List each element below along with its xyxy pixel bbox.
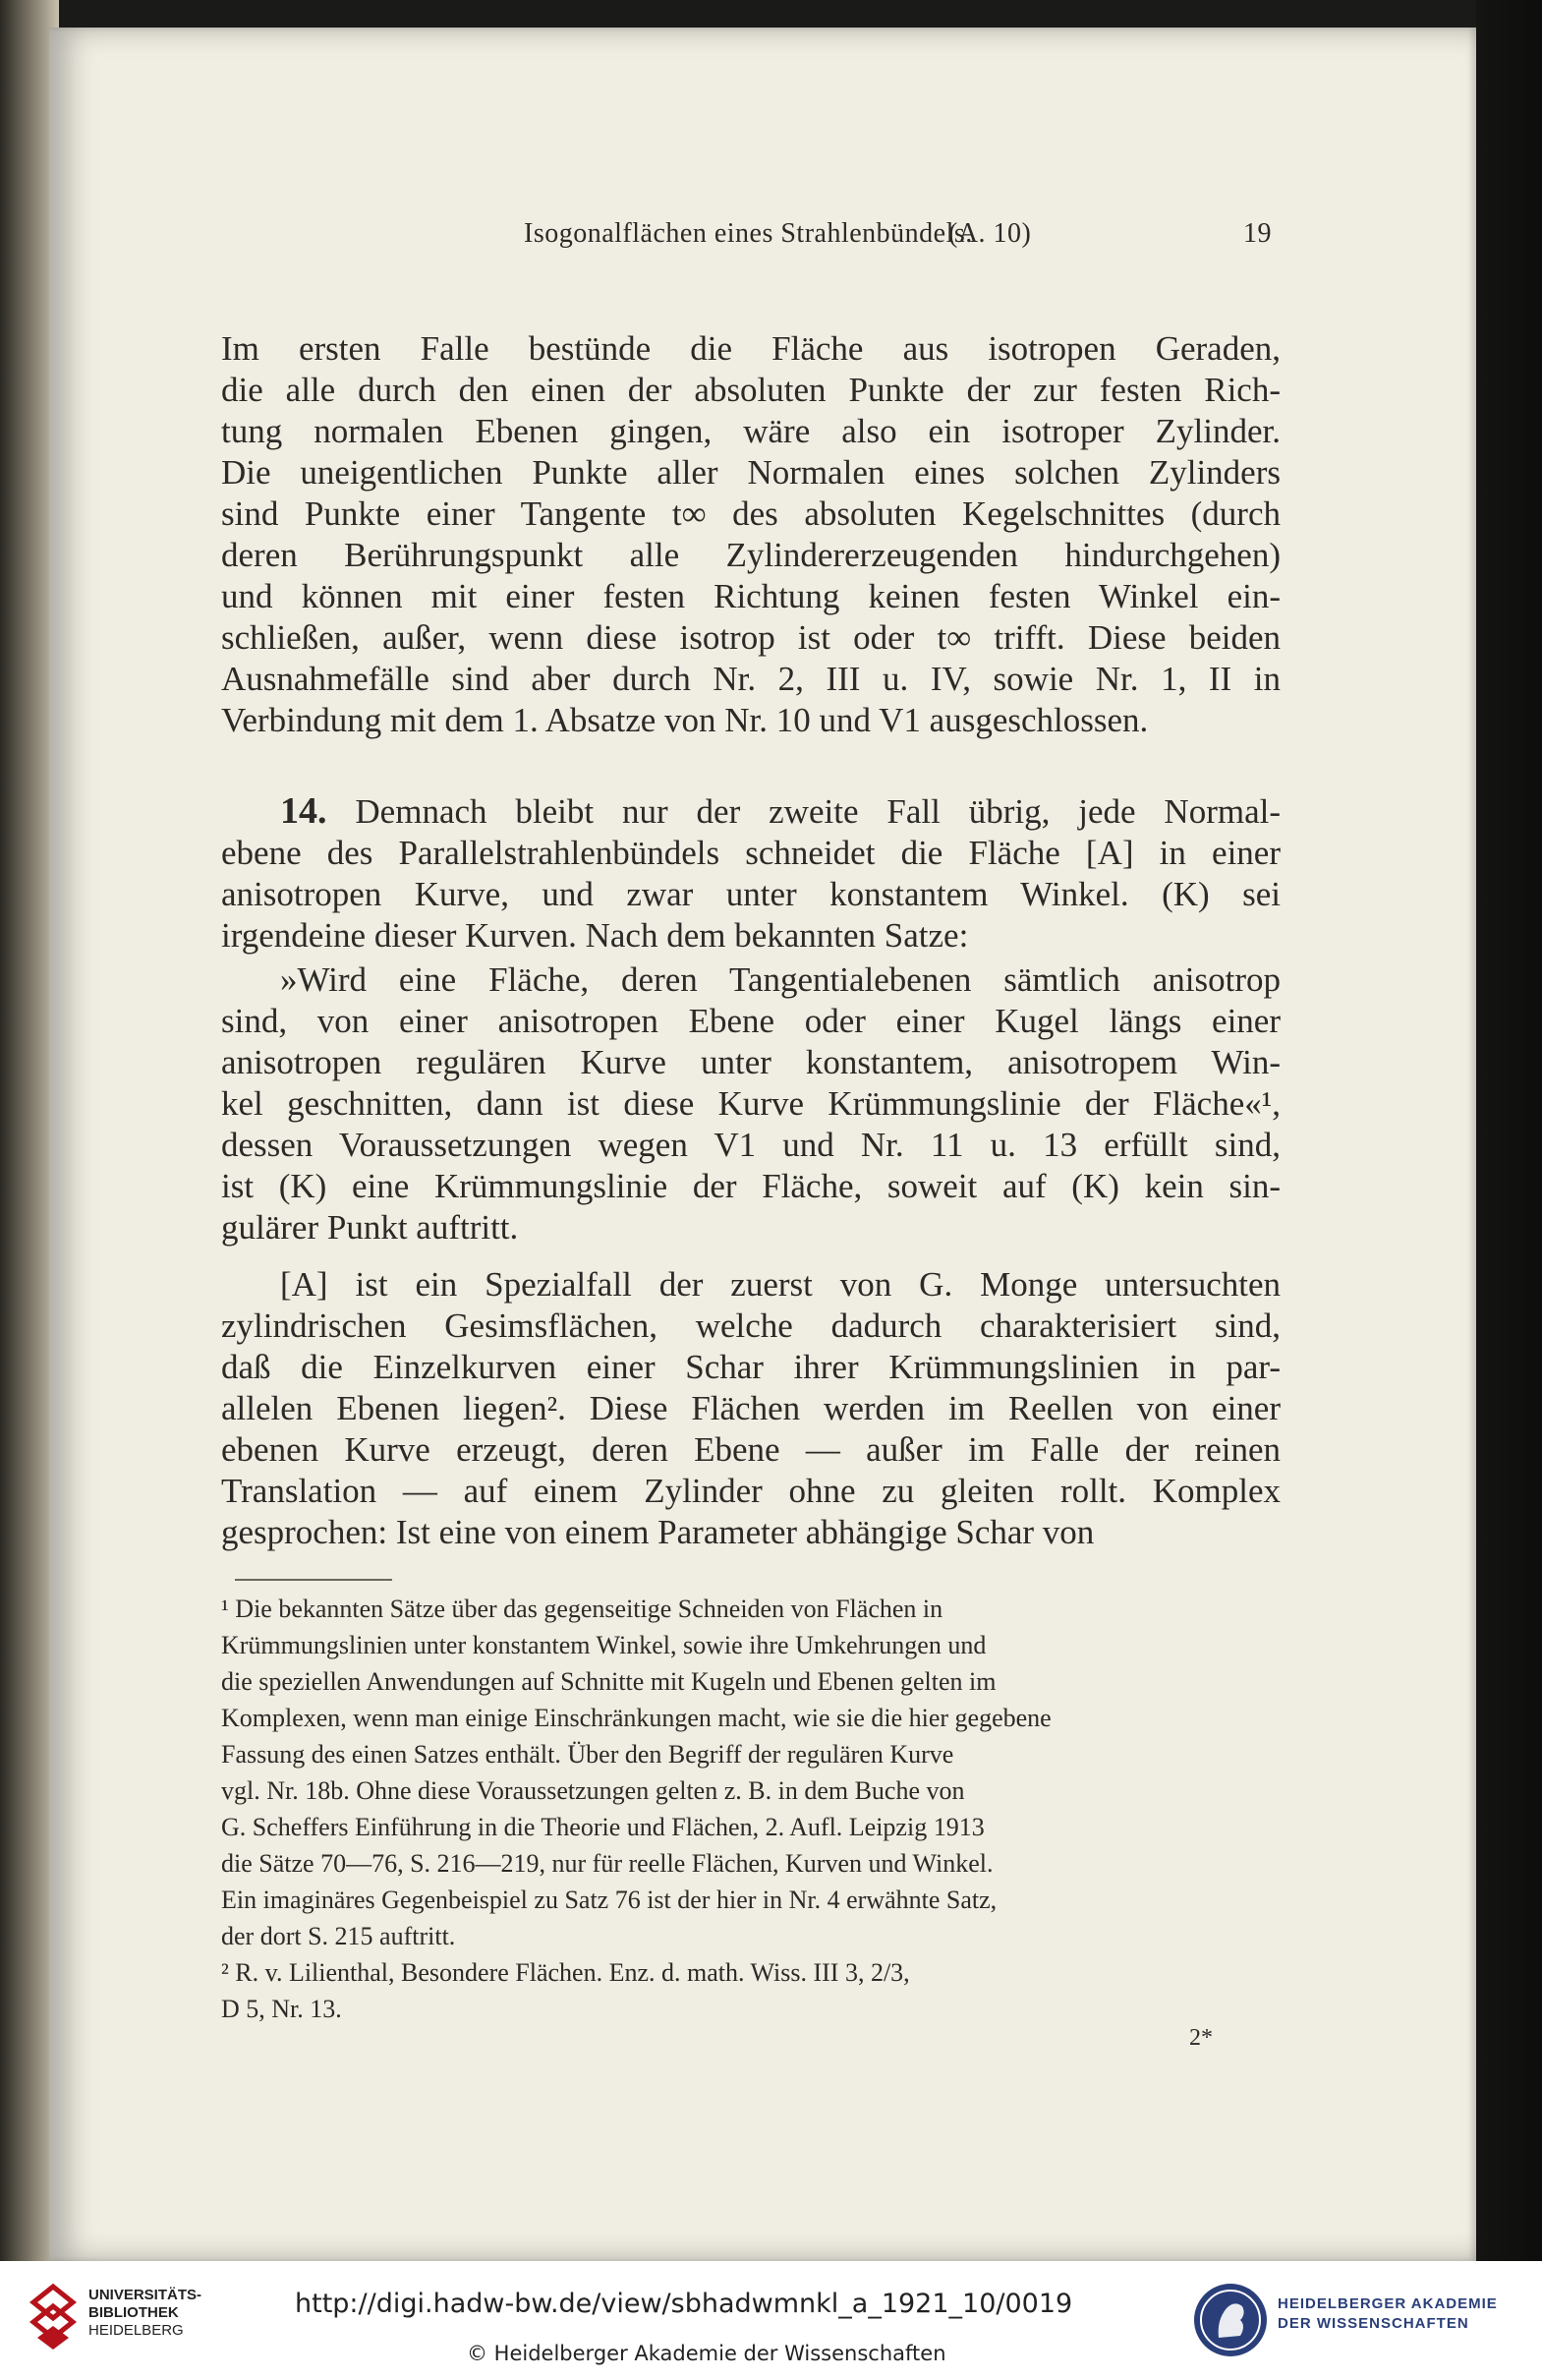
footnotes (221, 1591, 1281, 2027)
text-line: sind, von einer anisotropen Ebene oder einer Kugel längs einer (221, 1002, 1281, 1040)
text-span: Demnach bleibt nur der zweite Fall übrig, jede Normal- (355, 792, 1281, 831)
text-line: gulärer Punkt auftritt. (221, 1208, 519, 1247)
footnote-line: Fassung des einen Satzes enthält. Über den Begriff der regulären Kurve (221, 1740, 954, 1769)
academy-seal-icon[interactable] (1191, 2281, 1270, 2359)
footnote-line: vgl. Nr. 18b. Ohne diese Voraussetzungen gelten z. B. in dem Buche von (221, 1776, 965, 1805)
university-library-logo-icon[interactable] (24, 2283, 83, 2353)
section-number: 14. (280, 790, 327, 832)
library-name-line: UNIVERSITÄTS- (88, 2287, 202, 2303)
text-line: kel geschnitten, dann ist diese Kurve Krümmungslinie der Fläche«¹, (221, 1084, 1281, 1123)
text-line: deren Berührungspunkt alle Zylindererzeugenden hindurchgehen) (221, 536, 1281, 574)
viewer-footer (0, 2261, 1542, 2380)
footnote-line: ² R. v. Lilienthal, Besondere Flächen. Enz. d. math. Wiss. III 3, 2/3, (221, 1958, 910, 1987)
footnote-line: ¹ Die bekannten Sätze über das gegenseitige Schneiden von Flächen in (221, 1595, 943, 1623)
text-line (221, 790, 1281, 833)
text-line: Die uneigentlichen Punkte aller Normalen eines solchen Zylinders (221, 453, 1281, 492)
book-page (49, 28, 1476, 2261)
text-line: sind Punkte einer Tangente t∞ des absoluten Kegelschnittes (durch (221, 494, 1281, 533)
copyright-notice: © Heidelberger Akademie der Wissenschaften (467, 2342, 946, 2365)
permalink-url[interactable]: http://digi.hadw-bw.de/view/sbhadwmnkl_a_1921_10/0019 (295, 2289, 1073, 2319)
printer-signature: 2* (1189, 2025, 1213, 2051)
text-line: irgendeine dieser Kurven. Nach dem bekannten Satze: (221, 916, 969, 955)
footnote-line: der dort S. 215 auftritt. (221, 1922, 456, 1950)
footnote-line: die Sätze 70—76, S. 216—219, nur für reelle Flächen, Kurven und Winkel. (221, 1849, 994, 1878)
footnote-line: Ein imaginäres Gegenbeispiel zu Satz 76 ist der hier in Nr. 4 erwähnte Satz, (221, 1886, 998, 1914)
text-line: anisotropen regulären Kurve unter konstantem, anisotropem Win- (221, 1043, 1281, 1081)
text-line: ist (K) eine Krümmungslinie der Fläche, soweit auf (K) kein sin- (221, 1167, 1281, 1205)
text-line: Translation — auf einem Zylinder ohne zu gleiten rollt. Komplex (221, 1472, 1281, 1510)
scan-background-right (1476, 0, 1542, 2261)
text-line: anisotropen Kurve, und zwar unter konstantem Winkel. (K) sei (221, 875, 1281, 913)
footnote-line: Komplexen, wenn man einige Einschränkungen macht, wie sie die hier gegebene (221, 1704, 1052, 1732)
text-line: und können mit einer festen Richtung keinen festen Winkel ein- (221, 577, 1281, 615)
running-title: Isogonalflächen eines Strahlenbündels. (524, 218, 973, 249)
library-name-line: BIBLIOTHEK (88, 2304, 179, 2321)
text-line: zylindrischen Gesimsflächen, welche dadurch charakterisiert sind, (221, 1306, 1281, 1345)
text-line: ebene des Parallelstrahlenbündels schneidet die Fläche [A] in einer (221, 834, 1281, 872)
university-library-name[interactable] (88, 2287, 201, 2340)
academy-name[interactable] (1278, 2294, 1498, 2334)
text-line: [A] ist ein Spezialfall der zuerst von G. Monge untersuchten (280, 1265, 1281, 1304)
text-line: »Wird eine Fläche, deren Tangentialebenen sämtlich anisotrop (280, 960, 1281, 999)
footnote-line: G. Scheffers Einführung in die Theorie und Flächen, 2. Aufl. Leipzig 1913 (221, 1813, 985, 1841)
section-reference: (A. 10) (948, 218, 1032, 249)
text-line: schließen, außer, wenn diese isotrop ist oder t∞ trifft. Diese beiden (221, 618, 1281, 657)
footnote-line: D 5, Nr. 13. (221, 1995, 342, 2023)
text-line: ebenen Kurve erzeugt, deren Ebene — außer im Falle der reinen (221, 1430, 1281, 1469)
paragraph-quote (221, 959, 1281, 1248)
footnote-line: die speziellen Anwendungen auf Schnitte mit Kugeln und Ebenen gelten im (221, 1667, 997, 1696)
text-line: dessen Voraussetzungen wegen V1 und Nr. 11 u. 13 erfüllt sind, (221, 1126, 1281, 1164)
academy-name-line: HEIDELBERGER AKADEMIE (1278, 2295, 1498, 2312)
text-line: Ausnahmefälle sind aber durch Nr. 2, III u. IV, sowie Nr. 1, II in (221, 660, 1281, 698)
text-line: daß die Einzelkurven einer Schar ihrer Krümmungslinien in par- (221, 1348, 1281, 1386)
section-14 (221, 790, 1281, 957)
library-name-line: HEIDELBERG (88, 2322, 184, 2339)
paragraph-1 (221, 328, 1281, 741)
text-line: tung normalen Ebenen gingen, wäre also ein isotroper Zylinder. (221, 412, 1281, 450)
running-header (221, 204, 1281, 254)
text-line: Im ersten Falle bestünde die Fläche aus isotropen Geraden, (221, 329, 1281, 368)
text-line: allelen Ebenen liegen². Diese Flächen werden im Reellen von einer (221, 1389, 1281, 1427)
text-line: Verbindung mit dem 1. Absatze von Nr. 10 und V1 ausgeschlossen. (221, 701, 1149, 739)
text-line: die alle durch den einen der absoluten Punkte der zur festen Rich- (221, 371, 1281, 409)
footnote-divider (235, 1579, 392, 1581)
page-number: 19 (1243, 218, 1272, 249)
text-line: gesprochen: Ist eine von einem Parameter abhängige Schar von (221, 1513, 1095, 1551)
footnote-line: Krümmungslinien unter konstantem Winkel, sowie ihre Umkehrungen und (221, 1631, 987, 1659)
paragraph-monge (221, 1264, 1281, 1553)
academy-name-line: DER WISSENSCHAFTEN (1278, 2315, 1469, 2332)
